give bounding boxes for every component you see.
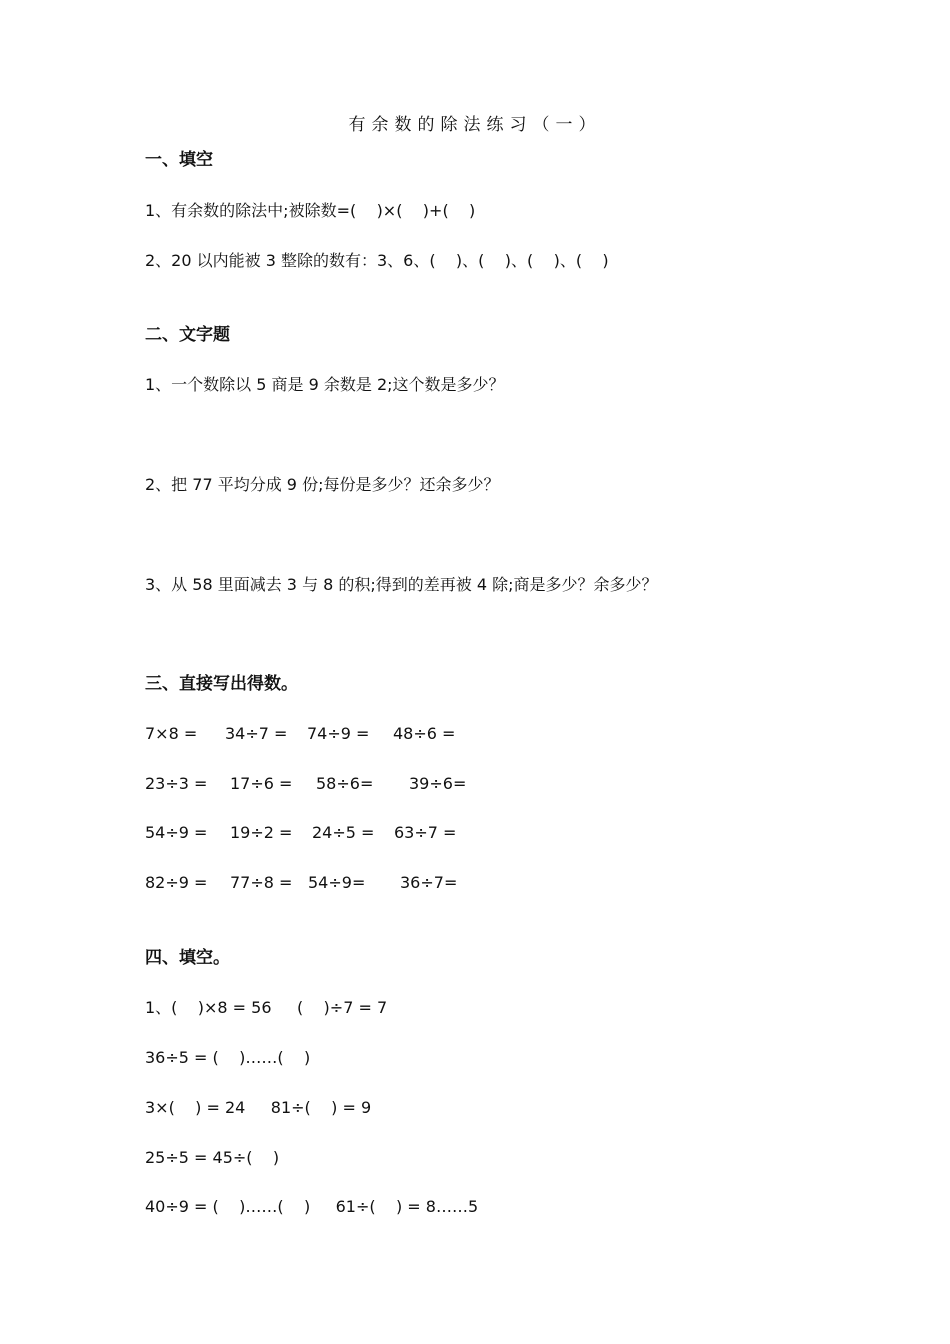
calc-row bbox=[145, 820, 545, 846]
section-heading-fill-blank: 一、填空 bbox=[145, 150, 213, 170]
calc-item: 58÷6= bbox=[316, 774, 374, 793]
question-line: 25÷5 = 45÷( ) bbox=[145, 1148, 280, 1167]
calc-item: 48÷6 = bbox=[393, 724, 456, 743]
calc-item: 39÷6= bbox=[409, 774, 467, 793]
calc-item: 36÷7= bbox=[400, 873, 458, 892]
question-line: 40÷9 = ( )……( ) 61÷( ) = 8……5 bbox=[145, 1197, 479, 1216]
calc-item: 74÷9 = bbox=[307, 724, 370, 743]
calc-row bbox=[145, 870, 545, 896]
calc-item: 63÷7 = bbox=[394, 823, 457, 842]
question-line: 1、有余数的除法中;被除数=( )×( )+( ) bbox=[145, 201, 476, 220]
section-heading-fill-blank-2: 四、填空。 bbox=[145, 948, 230, 968]
calc-item: 82÷9 = bbox=[145, 873, 208, 892]
calc-item: 23÷3 = bbox=[145, 774, 208, 793]
calc-item: 24÷5 = bbox=[312, 823, 375, 842]
calc-item: 77÷8 = bbox=[230, 873, 293, 892]
calc-row bbox=[145, 771, 545, 797]
calc-item: 54÷9= bbox=[308, 873, 366, 892]
section-heading-word-problems: 二、文字题 bbox=[145, 325, 230, 345]
calc-item: 54÷9 = bbox=[145, 823, 208, 842]
page-title: 有余数的除法练习（一） bbox=[348, 115, 602, 135]
question-line: 1、( )×8 = 56 ( )÷7 = 7 bbox=[145, 998, 388, 1017]
question-line: 1、一个数除以 5 商是 9 余数是 2;这个数是多少？ bbox=[145, 375, 505, 394]
question-line: 36÷5 = ( )……( ) bbox=[145, 1048, 311, 1067]
question-line: 3、从 58 里面减去 3 与 8 的积;得到的差再被 4 除;商是多少？余多少？ bbox=[145, 575, 658, 594]
calc-item: 34÷7 = bbox=[225, 724, 288, 743]
question-line: 2、把 77 平均分成 9 份;每份是多少？还余多少？ bbox=[145, 475, 500, 494]
question-line: 2、20 以内能被 3 整除的数有：3、6、( )、( )、( )、( ) bbox=[145, 251, 609, 270]
question-line: 3×( ) = 24 81÷( ) = 9 bbox=[145, 1098, 372, 1117]
calc-item: 7×8 = bbox=[145, 724, 198, 743]
calc-item: 19÷2 = bbox=[230, 823, 293, 842]
section-heading-direct-answers: 三、直接写出得数。 bbox=[145, 674, 298, 694]
calc-item: 17÷6 = bbox=[230, 774, 293, 793]
calc-row bbox=[145, 721, 545, 747]
